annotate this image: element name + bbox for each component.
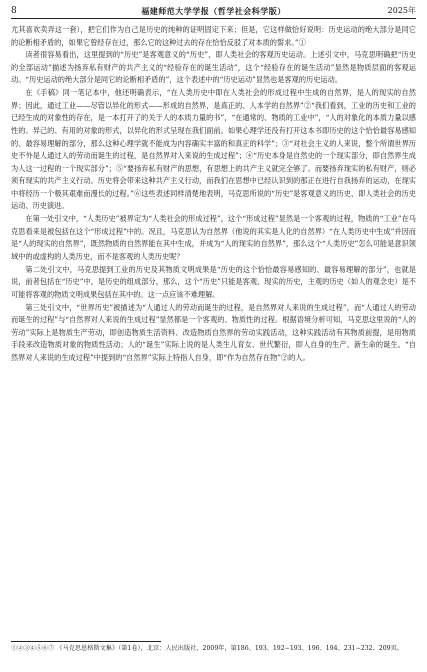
body-paragraph: 第二处引文中，马克思提到工业的历史及其物质文明成果是“历史的这个恰恰最容易感知的、最容易理解的部分”，也就是说，前者包括在“历史”中，是历史的组成部分，那么，这个“历史”只能是客观、现实的历史，主观的历史（如人的观念史）是不可能将客观的物质文明成果包括在其中的。这一点应该不难理解。: [11, 264, 416, 299]
page-number: 8: [11, 6, 17, 16]
body-paragraph: 在第一处引文中，“人类历史”被界定为“人类社会的形成过程”，这个“形成过程”显然是一个客观的过程，物质的“工业”在马克思看来是被包括在这个“形成过程”中的。况且，马克思认为自然界（他说的其实是人化的自然界）“在人类历史中生成”并因而是“人的现实的自然界”，既然物质的自然界能在其中生成，并成为“人的现实的自然界”，那么这个“人类历史”怎么可能是意识领域中的或虚构的人类历史，而不是客观的人类历史呢？: [11, 214, 416, 261]
journal-title: 福建师范大学学报（哲学社会科学版）: [141, 6, 286, 16]
page-header: [11, 5, 416, 19]
footnote: ①②③④⑤⑥⑦ 《马克思恩格斯文集》（第1卷），北京：人民出版社，2009年，第186、193、192−193、196、194、231−232、209页。: [11, 645, 403, 652]
body-paragraph: 读者很容易看出，这里提到的“历史”是客观意义的“历史”，即人类社会的客观历史运动。上述引文中，马克思明确把“历史的全部运动”描述为扬弃私有财产的共产主义的“经验存在的诞生活动”，这个“经验存在的诞生活动”显然是物质层面的客观运动。“历史运动的绝大部分是同它的论断相矛盾的”，这个表述中的“历史运动”显然也是客观的历史运动。: [11, 50, 416, 85]
issue-year: 2025年: [387, 6, 416, 15]
article-body: [11, 24, 416, 365]
body-paragraph: 第三处引文中，“世界历史”被描述为“人通过人的劳动而诞生的过程，是自然界对人来说的生成过程”，而“人通过人的劳动而诞生的过程”与“自然界对人来说的生成过程”显然都是一个客观的、物质性的过程。根据语境分析可知，马克思这里说的“人的劳动”实际上是物质生产劳动，即创造物质生活资料、改造物质自然界的劳动实践活动，这种实践活动有其物质前提，是用物质手段来改造物质对象的物质性活动；人的“诞生”实际上说的是人类生儿育女、世代繁衍，即人自身的生产、新生命的诞生。“自然界对人来说的生成过程”中提到的“自然界”实际上特指人自身，即“作为自然存在物”②的人。: [11, 302, 416, 362]
footnote-divider: [11, 641, 161, 642]
body-paragraph: 在《手稿》同一笔记本中，他还明确表示，“在人类历史中即在人类社会的形成过程中生成的自然界，是人的现实的自然界；因此，通过工业——尽管以异化的形式——形成的自然界，是真正的、人本学的自然界”②“我们看到，工业的历史和工业的已经生成的对象性的存在，是一本打开了的关于人的本质力量的书”，“在通常的、物质的工业中”，“人的对象化的本质力量以感性的、异己的、有用的对象的形式，以异化的形式呈现在我们面前。如果心理学还没有打开这本书即历史的这个恰恰最容易感知的、最容易理解的部分，那么这种心理学就不能成为内容确实丰富的和真正的科学”；③“对社会主义的人来说，整个所谓世界历史不外是人通过人的劳动而诞生的过程，是自然界对人来说的生成过程”；④“历史本身是自然史的一个现实部分，即自然界生成为人这一过程的一个现实部分”；⑤“要扬弃私有财产的思想，有思想上的共产主义就完全够了。而要扬弃现实的私有财产，则必须有现实的共产主义行动。历史将会带来这种共产主义行动，而我们在思想中已经认识到的那正在进行自我扬弃的运动，在现实中将经历一个极其艰难而漫长的过程。”⑥这些表述同样清楚地表明，马克思所说的“历史”是客观意义的历史，即人类社会的历史运动、历史演进。: [11, 88, 416, 211]
body-paragraph: 尤其喜欢卖弄这一套），把它们作为自己是历史的纯种的证明固定下来；但是，它这样做恰好说明：历史运动的绝大部分是同它的论断相矛盾的，如果它曾经存在过，那么它的这种过去的存在恰恰反驳了对本质的誓求。”①: [11, 25, 416, 47]
